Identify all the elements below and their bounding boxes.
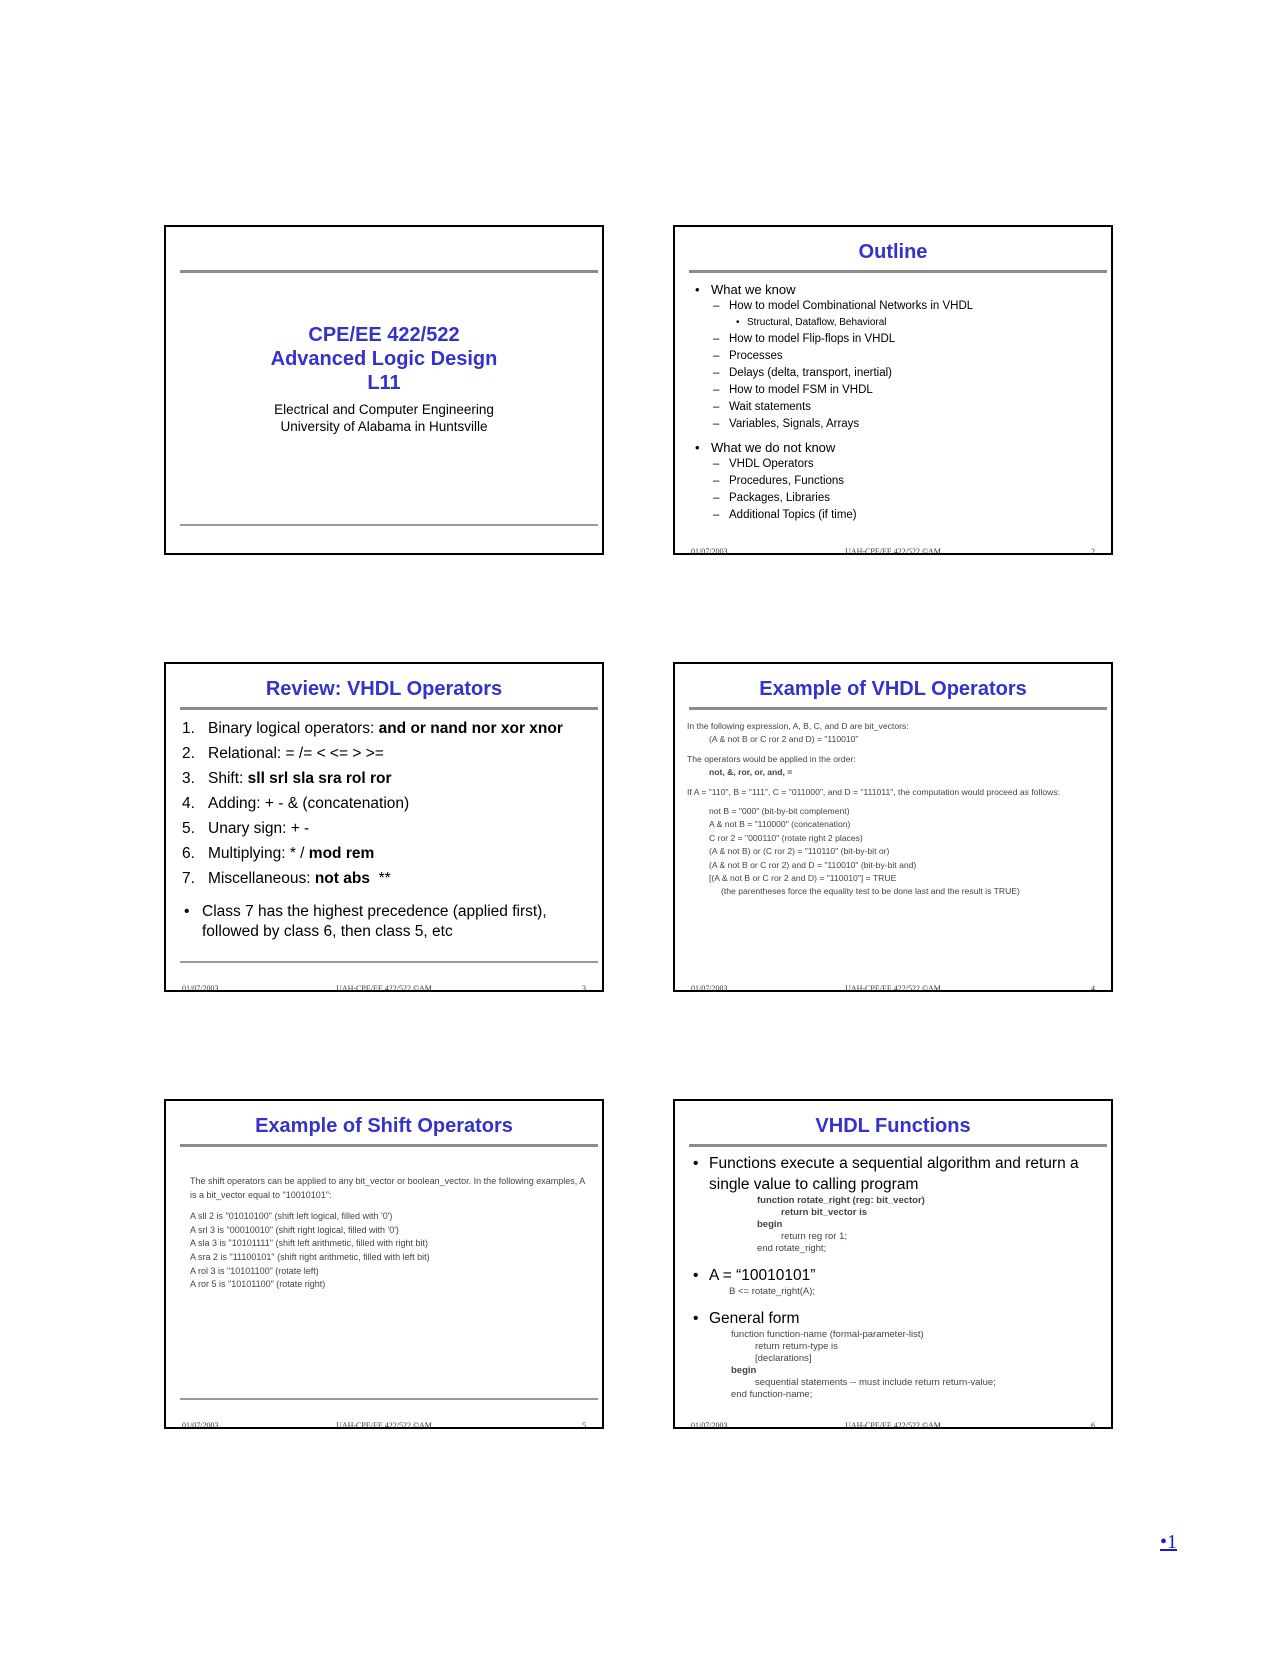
slide-top-rule	[180, 270, 598, 273]
slide-2	[673, 225, 1113, 555]
code-block: function function-name (formal-parameter-list) return return-type is [declarations] begin sequential statements -- must include return return-value; end function-name;	[731, 1329, 996, 1400]
university: University of Alabama in Huntsville	[280, 419, 488, 434]
slide-title: Example of VHDL Operators	[759, 678, 1027, 700]
list-item: – Additional Topics (if time)	[693, 507, 1101, 524]
slide-bottom-rule	[180, 961, 598, 963]
list-item: • What we know	[693, 281, 1101, 298]
list-item: 6. Multiplying: * / mod rem	[182, 845, 375, 862]
list-item: • What we do not know	[693, 439, 1101, 456]
code-line: C ror 2 = "000110" (rotate right 2 places)	[709, 832, 863, 843]
precedence-note: • Class 7 has the highest precedence (applied first), followed by class 6, then class 5, etc	[184, 902, 592, 942]
list-item: 4. Adding: + - & (concatenation)	[182, 795, 410, 812]
slide-top-rule	[180, 1144, 598, 1147]
lecture-number: L11	[367, 372, 401, 394]
slide-top-rule	[689, 707, 1107, 710]
course-title: Advanced Logic Design	[270, 348, 498, 370]
text-line: If A = "110", B = "111", C = "011000", and D = "111011", the computation would proceed as follows:	[687, 786, 1061, 797]
slide-6	[673, 1099, 1113, 1429]
code-line: not B = "000" (bit-by-bit complement)	[709, 806, 850, 817]
code-line: A ror 5 is "10101100" (rotate right)	[190, 1279, 326, 1290]
page-number-link[interactable]: •1	[1160, 1531, 1178, 1553]
slide-bottom-rule	[180, 524, 598, 526]
text-line: The shift operators can be applied to any bit_vector or boolean_vector. In the following examples, A is a bit_vector equal to "10010101":	[190, 1176, 585, 1200]
slide-top-rule	[689, 1144, 1107, 1147]
footer-course: UAH-CPE/EE 422/522 ©AM	[336, 984, 432, 992]
footer-course: UAH-CPE/EE 422/522 ©AM	[845, 984, 941, 992]
code-line: (A & not B) or (C ror 2) = "110110" (bit-by-bit or)	[709, 846, 890, 857]
course-code: CPE/EE 422/522	[308, 324, 460, 346]
text-line: The operators would be applied in the order:	[687, 753, 856, 764]
slide-top-rule	[180, 707, 598, 710]
code-line: A sra 2 is "11100101" (shift right arithmetic, filled with left bit)	[190, 1251, 430, 1262]
list-item: – Variables, Signals, Arrays	[693, 416, 1101, 433]
list-item: 3. Shift: sll srl sla sra rol ror	[182, 770, 392, 787]
scanned-example-text	[178, 1175, 590, 1292]
code-block: function rotate_right (reg: bit_vector) return bit_vector is begin return reg ror 1; end rotate_right;	[757, 1195, 925, 1254]
slide-bottom-rule	[180, 1398, 598, 1400]
list-item: 5. Unary sign: + -	[182, 820, 310, 837]
footer-date: 01/07/2003	[691, 984, 728, 992]
slide-top-rule	[689, 270, 1107, 273]
slide-title: Outline	[858, 241, 928, 263]
slide-4	[673, 662, 1113, 992]
list-item: – Processes	[693, 348, 1101, 365]
functions-content	[691, 1153, 1105, 1401]
slide-1	[164, 225, 604, 555]
list-item: • A = “10010101”	[691, 1265, 1105, 1286]
slide-5	[164, 1099, 604, 1429]
code-line: (A & not B or C ror 2) and D = "110010" (bit-by-bit and)	[709, 859, 917, 870]
list-item: – VHDL Operators	[693, 456, 1101, 473]
footer-date: 01/07/2003	[182, 1421, 219, 1429]
list-item: • Structural, Dataflow, Behavioral	[693, 315, 1101, 331]
list-item: – How to model Combinational Networks in VHDL	[693, 298, 1101, 315]
scanned-example-text	[687, 720, 1101, 899]
code-line: A sla 3 is "10101111" (shift left arithmetic, filled with right bit)	[190, 1238, 428, 1249]
slide-title: Review: VHDL Operators	[265, 678, 503, 700]
footer-date: 01/07/2003	[691, 547, 728, 555]
code-line: A rol 3 is "10101100" (rotate left)	[190, 1265, 319, 1276]
code-line: not, &, ror, or, and, =	[709, 767, 793, 778]
list-item: – Packages, Libraries	[693, 490, 1101, 507]
slide-number: 5	[582, 1421, 586, 1429]
list-item: – Wait statements	[693, 399, 1101, 416]
code-line: A & not B = "110000" (concatenation)	[709, 819, 851, 830]
outline-list	[693, 281, 1101, 524]
footer-date: 01/07/2003	[182, 984, 219, 992]
code-line: A sll 2 is "01010100" (shift left logical, filled with '0')	[190, 1211, 393, 1222]
list-item: – Procedures, Functions	[693, 473, 1101, 490]
slide-title: Example of Shift Operators	[255, 1115, 513, 1137]
code-line: A srl 3 is "00010010" (shift right logical, filled with '0')	[190, 1224, 399, 1235]
list-item: – How to model FSM in VHDL	[693, 382, 1101, 399]
code-line: B <= rotate_right(A);	[729, 1286, 816, 1297]
text-line: In the following expression, A, B, C, and D are bit_vectors:	[687, 721, 909, 731]
code-line: (A & not B or C ror 2 and D) = "110010"	[709, 734, 859, 745]
footer-course: UAH-CPE/EE 422/522 ©AM	[845, 1421, 941, 1429]
slide-3	[164, 662, 604, 992]
list-item: • Functions execute a sequential algorithm and return a single value to calling program	[691, 1153, 1105, 1195]
text-line: (the parentheses force the equality test to be done last and the result is TRUE)	[721, 886, 1020, 897]
slide-number: 3	[582, 984, 586, 992]
footer-course: UAH-CPE/EE 422/522 ©AM	[336, 1421, 432, 1429]
footer-course: UAH-CPE/EE 422/522 ©AM	[845, 547, 941, 555]
list-item: 7. Miscellaneous: not abs **	[182, 870, 391, 887]
list-item: 1. Binary logical operators: and or nand nor xor xnor	[182, 720, 563, 737]
operator-classes-list	[182, 716, 598, 891]
list-item: • General form	[691, 1308, 1105, 1329]
slide-number: 6	[1091, 1421, 1095, 1429]
slide-title: VHDL Functions	[815, 1115, 971, 1137]
list-item: – How to model Flip-flops in VHDL	[693, 331, 1101, 348]
list-item: 2. Relational: = /= < <= > >=	[182, 745, 384, 762]
list-item: – Delays (delta, transport, inertial)	[693, 365, 1101, 382]
slide-number: 2	[1091, 547, 1095, 555]
department: Electrical and Computer Engineering	[274, 402, 494, 417]
code-line: [(A & not B or C ror 2 and D) = "110010"] = TRUE	[709, 873, 897, 884]
slide-number: 4	[1091, 984, 1095, 992]
footer-date: 01/07/2003	[691, 1421, 728, 1429]
title-block	[166, 323, 602, 435]
